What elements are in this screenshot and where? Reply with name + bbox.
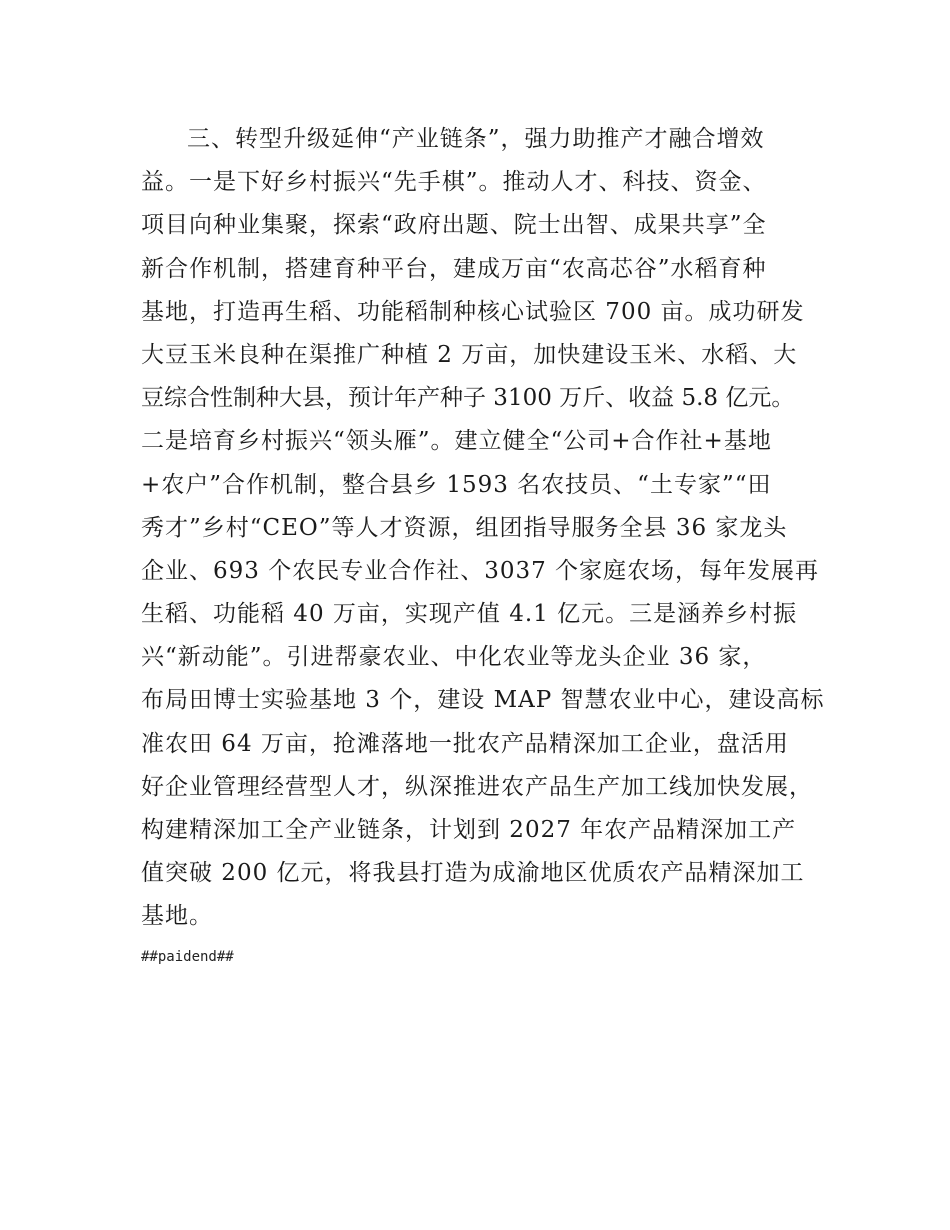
body-paragraph <box>141 118 827 939</box>
paragraph-line: 项目向种业集聚，探索“政府出题、院士出智、成果共享”全 <box>141 212 767 239</box>
paragraph-line: 生稻、功能稻 40 万亩，实现产值 4.1 亿元。三是涵养乡村振 <box>141 601 798 628</box>
paragraph-line: 豆综合性制种大县，预计年产种子 3100 万斤、收益 5.8 亿元。 <box>141 385 795 412</box>
paragraph-line: 基地。 <box>141 903 213 930</box>
paragraph-line: +农户”合作机制，整合县乡 1593 名农技员、“土专家”“田 <box>141 471 772 498</box>
paragraph-line: 益。一是下好乡村振兴“先手棋”。推动人才、科技、资金、 <box>141 169 767 196</box>
paragraph-line: 三、转型升级延伸“产业链条”，强力助推产才融合增效 <box>187 126 765 152</box>
paragraph-line: 好企业管理经营型人才，纵深推进农产品生产加工线加快发展， <box>141 773 813 800</box>
paragraph-line: 秀才”乡村“CEO”等人才资源，组团指导服务全县 36 家龙头 <box>141 514 788 541</box>
paragraph-line: 大豆玉米良种在渠推广种植 2 万亩，加快建设玉米、水稻、大 <box>141 341 798 368</box>
paragraph-line: 兴“新动能”。引进帮豪农业、中化农业等龙头企业 36 家， <box>141 644 767 671</box>
paragraph-line: 企业、693 个农民专业合作社、3037 个家庭农场，每年发展再 <box>141 557 820 584</box>
paragraph-line: 准农田 64 万亩，抢滩落地一批农产品精深加工企业，盘活用 <box>141 730 789 757</box>
paragraph-line: 新合作机制，搭建育种平台，建成万亩“农高芯谷”水稻育种 <box>141 255 767 282</box>
paragraph-line: 布局田博士实验基地 3 个，建设 MAP 智慧农业中心，建设高标 <box>141 687 825 714</box>
paragraph-line: 构建精深加工全产业链条，计划到 2027 年农产品精深加工产 <box>141 817 797 843</box>
paragraph-line: 基地，打造再生稻、功能稻制种核心试验区 700 亩。成功研发 <box>141 298 805 325</box>
paragraph-line: 二是培育乡村振兴“领头雁”。建立健全“公司+合作社+基地 <box>141 428 772 455</box>
end-marker: ##paidend## <box>141 949 234 965</box>
paragraph-line: 值突破 200 亿元，将我县打造为成渝地区优质农产品精深加工 <box>141 860 805 887</box>
